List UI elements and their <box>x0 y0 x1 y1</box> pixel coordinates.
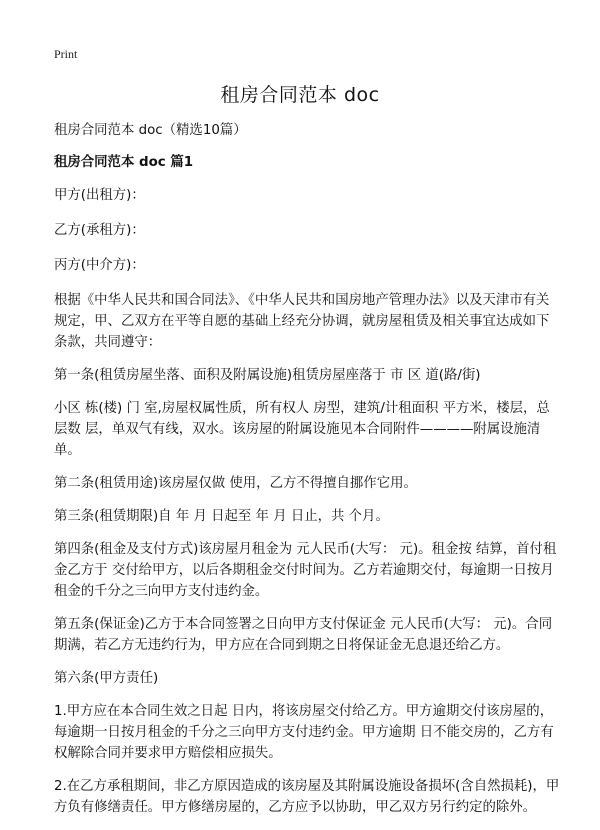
article-1-paragraph: 第一条(租赁房屋坐落、面积及附属设施)租赁房屋座落于 市 区 道(路/街) <box>54 368 481 383</box>
article-4-paragraph: 第四条(租金及支付方式)该房屋月租金为 元人民币(大写： 元)。租金按 结算，首付租金乙方于 交付给甲方，以后各期租金交付时间为。乙方若逾期交付，每逾期一日按月租金的千分之三向甲方支付违约金。 <box>54 542 557 599</box>
article-5-paragraph: 第五条(保证金)乙方于本合同签署之日向甲方支付保证金 元人民币(大写： 元)。合同期满，若乙方无违约行为，甲方应在合同到期之日将保证金无息退还给乙方。 <box>54 617 553 653</box>
article-2-paragraph: 第二条(租赁用途)该房屋仅做 使用，乙方不得擅自挪作它用。 <box>54 476 417 491</box>
document-subtitle: 租房合同范本 doc（精选10篇） <box>54 123 247 138</box>
preamble-paragraph: 根据《中华人民共和国合同法》、《中华人民共和国房地产管理办法》以及天津市有关规定，甲、乙双方在平等自愿的基础上经充分协调，就房屋租赁及相关事宜达成如下条款，共同遵守： <box>54 293 550 350</box>
article-6-item-2: 2.在乙方承租期间，非乙方原因造成的该房屋及其附属设施设备损坏(含自然损耗)，甲方负有修缮责任。甲方修缮房屋的，乙方应予以协助，甲乙双方另行约定的除外。 <box>54 779 560 815</box>
article-3-paragraph: 第三条(租赁期限)自 年 月 日起至 年 月 日止，共 个月。 <box>54 509 389 524</box>
document-title: 租房合同范本 doc <box>220 84 380 106</box>
section-heading: 租房合同范本 doc 篇1 <box>54 155 194 170</box>
article-6-item-1: 1.甲方应在本合同生效之日起 日内，将该房屋交付给乙方。甲方逾期交付该房屋的，每逾期一日按月租金的千分之三向甲方支付违约金。甲方逾期 日不能交房的，乙方有权解除合同并要求甲方赔偿相应损失。 <box>54 704 554 761</box>
landlord-field: 甲方(出租方)： <box>54 188 145 203</box>
document-body <box>54 120 560 830</box>
article-6-heading: 第六条(甲方责任) <box>54 671 159 686</box>
article-1-detail-paragraph: 小区 栋(楼) 门 室,房屋权属性质，所有权人 房型，建筑/计租面积 平方米，楼层，总层数 层，单双气有线，双水。该房屋的附属设施见本合同附件————附属设施清单。 <box>54 401 550 458</box>
agent-field: 丙方(中介方)： <box>54 258 145 273</box>
tenant-field: 乙方(承租方)： <box>54 223 145 238</box>
print-link[interactable]: Print <box>54 47 78 61</box>
